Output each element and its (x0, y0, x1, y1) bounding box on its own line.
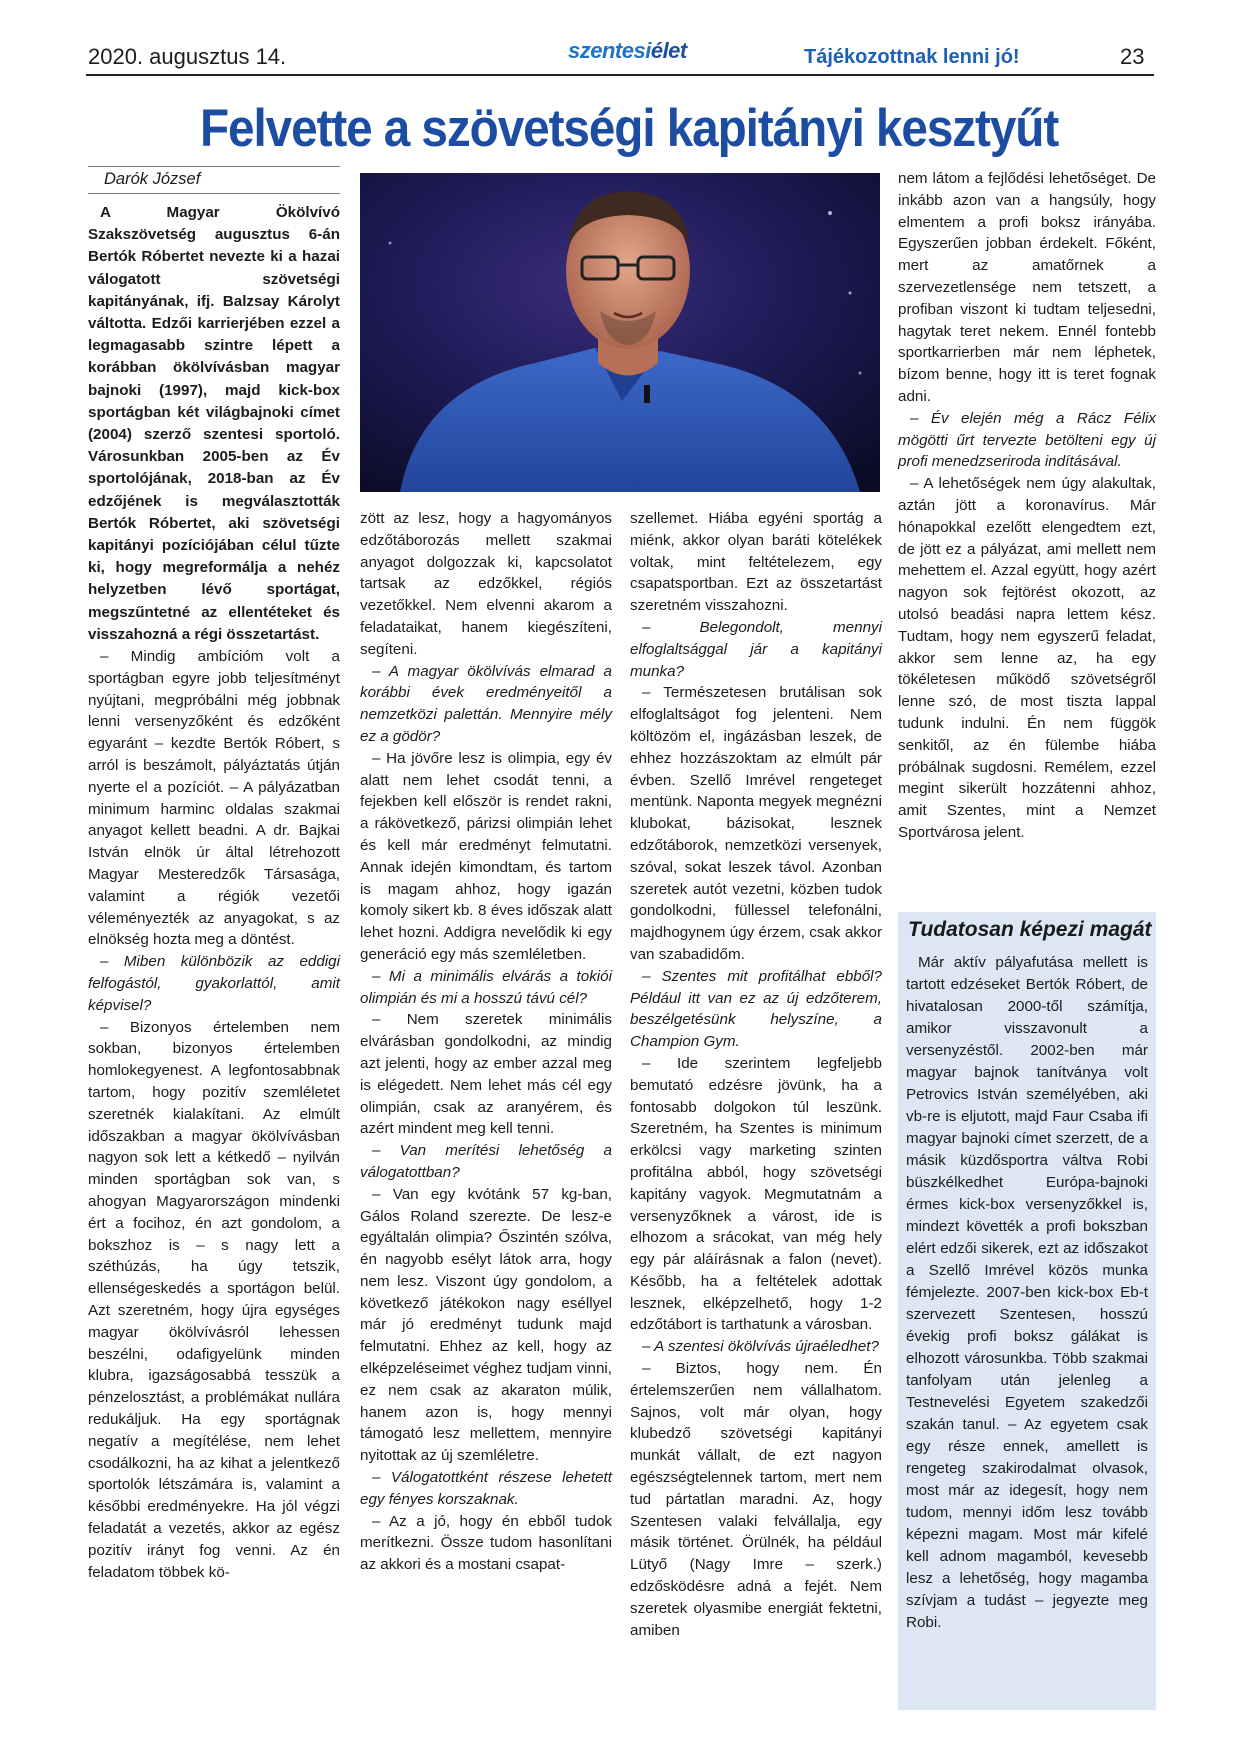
sidebar-body (906, 952, 1148, 1634)
article-paragraph: – Van egy kvótánk 57 kg-ban, Gálos Roland szerezte. De lesz-e egyáltalán olimpia? Őszintén szólva, én nagyobb esélyt látok arra, hogy nem lesz. Viszont úgy gondolom, a következő játékokon nagy eséllyel már jó eredményt tudunk majd felmutatni. Ehhez az kell, hogy az elképzeléseimet véghez tudjam vinni, ez nem csak az akaraton múlik, hanem azon is, hogy mennyi támogató lesz mellettem, mennyire nyitottak az új szemléletre. (360, 1185, 612, 1465)
issue-date: 2020. augusztus 14. (88, 44, 287, 69)
newspaper-logo (568, 38, 687, 64)
article-paragraph: – Az a jó, hogy én ebből tudok merítkezni. Össze tudom hasonlítani az akkori és a mostani csapat- (360, 1512, 612, 1574)
article-column-4 (898, 168, 1156, 844)
author-divider-bottom (88, 193, 340, 194)
article-paragraph: – Bizonyos értelemben nem sokban, bizonyos értelemben homlokegyenest. A legfontosabbnak tartom, hogy pozitív szemléletet szeretnék kialakítani. Az elmúlt időszakban a magyar ökölvívásban nagyon sok lett a kétkedő – nyilván minden sportágban sok van, s ahogyan Magyarországon mindenki ért a focihoz, én azt gondolom, a bokszhoz is – s nagy lett a széthúzás, ha úgy tetszik, ellenségeskedés a sportágon belül. Azt szeretném, hogy újra egységes magyar ökölvívásról lehessen beszélni, odafigyelünk minden klubra, igazságosabbá tesszük a pénzelosztást, a problémákat nullára redukáljuk. Ha egy sportágnak negatív a megítélése, nem lehet csodálkozni, ha az kihat a jelentkező sportolók létszámára is, valamint a későbbi eredményekre. Ha jól végzi feladatát a vezetés, akkor az egész pozitív irányt fog venni. Az én feladatom többek kö- (88, 1018, 340, 1581)
page-number: 23 (1120, 44, 1145, 69)
interview-question: – A magyar ökölvívás elmarad a korábbi évek eredményeitől a nemzetközi palettán. Mennyire mély ez a gödör? (360, 662, 612, 745)
interview-question: – Év elején még a Rácz Félix mögötti űrt tervezte betölteni egy új profi menedzseriroda indításával. (898, 409, 1156, 471)
article-paragraph: – Nem szeretek minimális elvárásban gondolkodni, az mindig azt jelenti, hogy az ember azzal meg is elégedett. Nem lehet más cél egy olimpián, csak az aranyérem, és azért mindent meg kell tenni. (360, 1011, 612, 1138)
portrait-photo (360, 173, 880, 492)
interview-question: – Mi a minimális elvárás a tokiói olimpián és mi a hosszú távú cél? (360, 967, 612, 1007)
portrait-photo-image (360, 173, 880, 492)
article-paragraph: nem látom a fejlődési lehetőséget. De inkább azon van a hangsúly, hogy elmentem a profi boksz irányába. Egyszerűen jobban érdekelt. Főként, mert az amatőrnek a szervezetlensége nem tetszett, a profiban viszont ki tudtam teljesedni, hagytak teret nekem. Ennél fontebb sportkarrierben már nem léphetek, bízom benne, hogy itt is teret fognak adni. (898, 170, 1156, 405)
article-column-1 (88, 202, 340, 1583)
newspaper-slogan: Tájékozottnak lenni jó! (804, 46, 1020, 68)
article-paragraph: – A lehetőségek nem úgy alakultak, aztán jött a koronavírus. Már hónapokkal ezelőtt elengedtem ezt, de jött ez a pályázat, ami mellett nem mehettem el. Azzal együtt, hogy azért nagyon sok fejtörést okozott, az utolsó beadási napra lettem kész. Tudtam, hogy nem egyszerű feladat, akkor sem lenne az, ha egy tökéletesen működő szövetségről lenne szó, de most tiszta lappal tudunk indulni. Én nem függök senkitől, az én fülembe hiába próbálnak sugdosni. Remélem, ezzel megint sikerült hozzátenni ahhoz, amit Szentes, mint a Nemzet Sportvárosa jelent. (898, 475, 1156, 841)
author-divider-top (88, 166, 340, 167)
article-column-3 (630, 508, 882, 1641)
logo-part-b: élet (650, 38, 687, 63)
interview-question: – Van merítési lehetőség a válogatottban? (360, 1142, 612, 1181)
logo-part-a: szentesi (568, 38, 651, 63)
article-author: Darók József (104, 170, 201, 188)
sidebar-title: Tudatosan képezi magát (908, 918, 1152, 941)
interview-question: – A szentesi ökölvívás újraéledhet? (642, 1338, 879, 1356)
article-paragraph: – Biztos, hogy nem. Én értelemszerűen nem vállalhatom. Sajnos, volt már olyan, hogy klubedző szövetségi kapitányi munkát vállalt, de ezt nagyon egészségtelennek tartom, mert nem tud pártatlan maradni. Az, hogy Szentesen valaki felvállalja, egy másik történet. Örülnék, ha például Lütyő (Nagy Imre – szerk.) edzősködésre adná a fejét. Nem szeretek olyasmibe energiát fektetni, amiben (630, 1360, 882, 1639)
article-paragraph: – Ha jövőre lesz is olimpia, egy év alatt nem lehet csodát tenni, a fejekben kell először is rendet rakni, a rákövetkező, párizsi olimpián lehet és kell már eredményt felmutatni. Annak idején kimondtam, és tartom is magam ahhoz, hogy igazán komoly sikert kb. 8 éves időszak alatt lehet hozni. Addigra nevelődik ki egy generáció egy más szemléletben. (360, 749, 612, 963)
interview-question: – Miben különbözik az eddigi felfogástól, gyakorlattól, amit képvisel? (88, 953, 340, 1014)
article-lead: A Magyar Ökölvívó Szakszövetség augusztus 6-án Bertók Róbertet nevezte ki a hazai válogatott szövetségi kapitányának, ifj. Balzsay Károlyt váltotta. Edzői karrierjében ezzel a legmagasabb szintre lépett a korábban ökölvívásban magyar bajnoki (1997), majd kick-box sportágban két világbajnoki címet (2004) szerző szentesi sportoló. Városunkban 2005-ben az Év sportolójának, 2018-ban az Év edzőjének is megválasztották Bertók Róbertet, aki szövetségi kapitányi pozíciójában célul tűzte ki, hogy megreformálja a nehéz helyzetben lévő sportágat, megszűntetné az ellentéteket és visszahozná a régi összetartást. (88, 204, 340, 643)
article-paragraph: szellemet. Hiába egyéni sportág a miénk, akkor olyan baráti kötelékek voltak, mint feltételezem, egy csapatsportban. Ezt az összetartást szeretném visszahozni. (630, 510, 882, 615)
interview-question: – Szentes mit profitálhat ebből? Például itt van ez az új edzőterem, beszélgetésünk helyszíne, a Champion Gym. (630, 967, 882, 1051)
interview-question: – Belegondolt, mennyi elfoglaltsággal jár a kapitányi munka? (630, 618, 882, 680)
article-paragraph: zött az lesz, hogy a hagyományos edzőtáborozás mellett szakmai anyagot dolgozzak ki, kapcsolatot tartsak az edzőkkel, régiós vezetőkkel. Nem elvenni akarom a feladataikat, hanem kiegészíteni, segíteni. (360, 510, 612, 658)
header-divider (86, 74, 1154, 76)
article-headline: Felvette a szövetségi kapitányi kesztyűt (200, 99, 1059, 158)
article-column-2 (360, 508, 612, 1576)
article-paragraph: – Ide szerintem legfeljebb bemutató edzésre jövünk, ha a fontosabb dolgokon túl leszünk. Szeretném, ha Szentes is minimum erkölcsi vagy marketing szinten profitálna abból, hogy szövetségi kapitány vagyok. Megmutatnám a versenyzőknek a várost, ide is elhozom a srácokat, van még hely egy pár aláírásnak a falon (nevet). Később, ha a feltételek adottak lesznek, elképzelhető, hogy 1-2 edzőtábort is tarthatunk a városban. (630, 1054, 882, 1334)
article-paragraph: – Mindig ambícióm volt a sportágban egyre jobb teljesítményt nyújtani, megpróbálni még jobbnak lenni versenyzőként és edzőként egyaránt – kezdte Bertók Róbert, s arról is beszámolt, pályáztatás útján nyerte el a pozíciót. – A pályázatban minimum harminc oldalas szakmai anyagot kellett beadni. A dr. Bajkai István elnök úr által létrehozott Magyar Mesteredzők Társasága, valamint a régiók vezetői véleményezték az anyagokat, s az elnökség hozta meg a döntést. (88, 648, 340, 949)
interview-question: – Válogatottként részese lehetett egy fényes korszaknak. (360, 1469, 612, 1508)
article-paragraph: – Természetesen brutálisan sok elfoglaltságot fog jelenteni. Nem költözöm el, ingázásban leszek, de ehhez hozzászoktam az elmúlt pár évben. Szellő Imrével rengeteget mentünk. Naponta megyek megnézni klubokat, bázisokat, lesznek edzőtáborok, nemzetközi versenyek, szóval, sokat leszek távol. Azonban szeretek autót vezetni, közben tudok gondolkodni, füllessel telefonálni, majdhogynem úgy érzem, csak akkor van szabadidőm. (630, 684, 882, 963)
sidebar-paragraph: Már aktív pályafutása mellett is tartott edzéseket Bertók Róbert, de hivatalosan 2000-től számítja, amikor visszavonult a versenyzéstől. 2002-ben már magyar bajnok tanítványa volt Petrovics István személyében, aki vb-re is eljutott, majd Faur Csaba ifi magyar bajnoki címet szerzett, de a másik küzdősportra váltva Robi büszkélkedhet Európa-bajnoki érmes kick-box versenyzőkkel is, mindezt követték a profi bokszban elért edzői sikerek, ezt az időszakot a Szellő Imrével közös munka fémjelezte. 2007-ben kick-box Eb-t szervezett Szentesen, hosszú évekig profi boksz gálákat is elhozott városunkba. Több szakmai tanfolyam után jelenleg a Testnevelési Egyetem szakedzői szakán tanul. – Az egyetem csak egy része ennek, amellett is rengeteg szakirodalmat olvasok, most már az idegesít, hogy nem tudom, mennyi időm lesz tovább képezni magam. Most már kifelé kell adnom magamból, kevesebb lesz a lehetőség, hogy magamba szívjam a tudást – jegyezte meg Robi. (906, 954, 1148, 1631)
